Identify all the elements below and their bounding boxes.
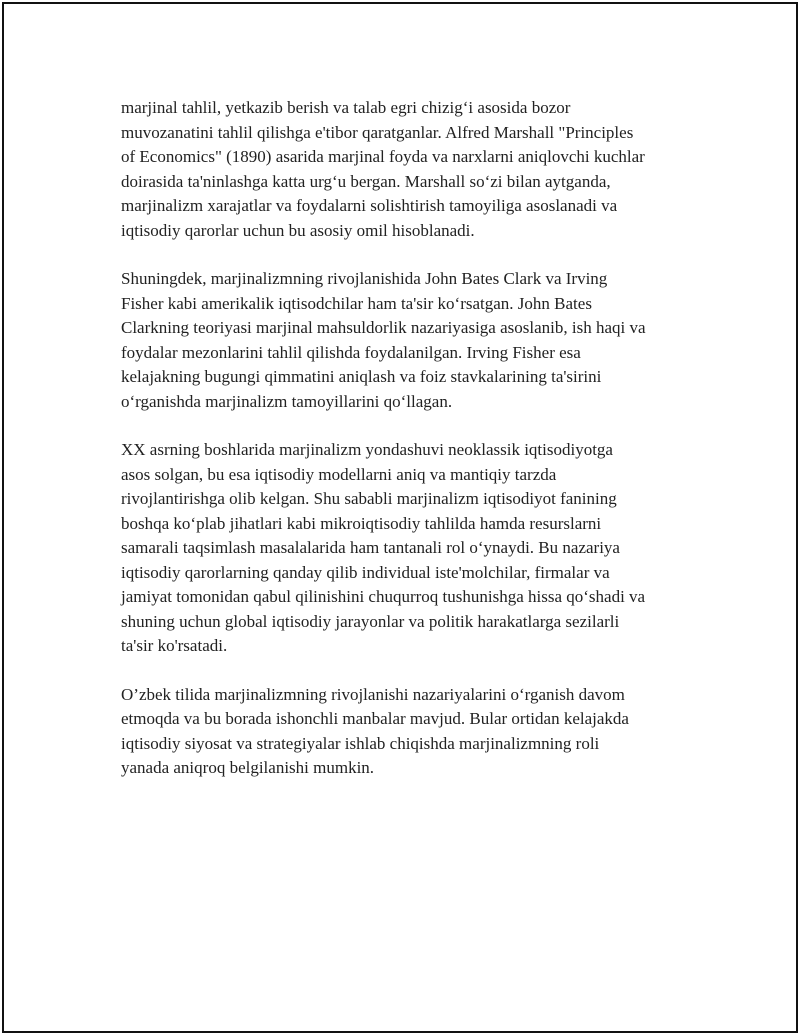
text-line: iqtisodiy qarorlarning qanday qilib individual iste'molchilar, firmalar va — [121, 562, 610, 582]
text-line: yanada aniqroq belgilanishi mumkin. — [121, 758, 375, 777]
paragraph-1 — [121, 96, 701, 243]
text-line: iqtisodiy qarorlar uchun bu asosiy omil hisoblanadi. — [121, 220, 475, 240]
text-line: marjinalizm xarajatlar va foydalarni solishtirish tamoyiliga asoslanadi va — [121, 196, 618, 215]
text-line: rivojlantirishga olib kelgan. Shu sababli marjinalizm iqtisodiyot fanining — [121, 489, 617, 508]
text-line: XX asrning boshlarida marjinalizm yondashuvi neoklassik iqtisodiyotga — [121, 440, 613, 459]
text-line: of Economics" (1890) asarida marjinal foyda va narxlarni aniqlovchi kuchlar — [121, 147, 645, 166]
text-line: samarali taqsimlash masalalarida ham tantanali rol o‘ynaydi. Bu nazariya — [121, 538, 620, 557]
text-line: etmoqda va bu borada ishonchli manbalar mavjud. Bular ortidan kelajakda — [121, 709, 629, 728]
text-line: ta'sir ko'rsatadi. — [121, 636, 228, 655]
paragraph-3 — [121, 438, 701, 659]
text-line: O’zbek tilida marjinalizmning rivojlanishi nazariyalarini o‘rganish davom — [121, 684, 625, 704]
paragraph-2 — [121, 267, 701, 414]
text-line: o‘rganishda marjinalizm tamoyillarini qo‘llagan. — [121, 391, 453, 411]
page-frame — [2, 2, 798, 1033]
text-line: jamiyat tomonidan qabul qilinishini chuqurroq tushunishga hissa qo‘shadi va — [121, 587, 646, 606]
text-line: foydalar mezonlarini tahlil qilishda foydalanilgan. Irving Fisher esa — [121, 342, 581, 362]
text-line: doirasida ta'ninlashga katta urg‘u bergan. Marshall so‘zi bilan aytganda, — [121, 171, 611, 191]
paragraph-4 — [121, 683, 701, 781]
text-line: boshqa ko‘plab jihatlari kabi mikroiqtisodiy tahlilda hamda resurslarni — [121, 513, 602, 533]
text-line: Shuningdek, marjinalizmning rivojlanishida John Bates Clark va Irving — [121, 269, 608, 288]
text-line: muvozanatini tahlil qilishga e'tibor qaratganlar. Alfred Marshall "Principles — [121, 122, 634, 142]
text-line: marjinal tahlil, yetkazib berish va talab egri chizig‘i asosida bozor — [121, 98, 571, 117]
text-line: asos solgan, bu esa iqtisodiy modellarni aniq va mantiqiy tarzda — [121, 464, 557, 484]
text-line: iqtisodiy siyosat va strategiyalar ishlab chiqishda marjinalizmning roli — [121, 733, 600, 753]
text-line: Clarkning teoriyasi marjinal mahsuldorlik nazariyasiga asoslanib, ish haqi va — [121, 318, 646, 337]
text-line: Fisher kabi amerikalik iqtisodchilar ham ta'sir ko‘rsatgan. John Bates — [121, 293, 592, 313]
text-line: shuning uchun global iqtisodiy jarayonlar va politik harakatlarga sezilarli — [121, 611, 620, 631]
document-body — [121, 96, 701, 805]
text-line: kelajakning bugungi qimmatini aniqlash va foiz stavkalarining ta'sirini — [121, 367, 602, 386]
